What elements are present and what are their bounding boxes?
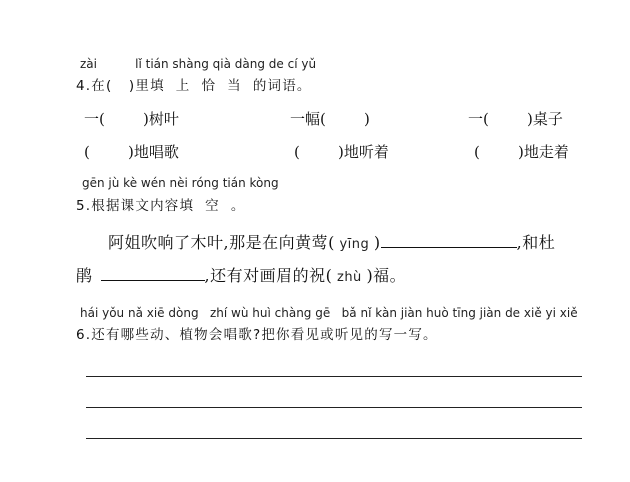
q5-pinyin-zhu: zhù bbox=[332, 270, 367, 285]
q5-pinyin: gēn jù kè wén nèi róng tián kòng bbox=[82, 176, 279, 190]
q4-item-5: ( )地听着 bbox=[294, 143, 389, 161]
answer-blank-1[interactable] bbox=[381, 233, 517, 248]
q5-line1-close: ) bbox=[373, 233, 381, 252]
q5-title: 5.根据课文内容填 空 。 bbox=[76, 198, 246, 214]
q5-line-1 bbox=[108, 230, 555, 253]
q4-pinyin: zài lǐ tián shàng qià dàng de cí yǔ bbox=[80, 57, 317, 71]
answer-line-3[interactable] bbox=[86, 438, 582, 439]
answer-line-1[interactable] bbox=[86, 376, 582, 377]
q5-pinyin-ying: yīng bbox=[334, 237, 374, 252]
q5-line1-end: ,和杜 bbox=[516, 233, 556, 252]
answer-line-2[interactable] bbox=[86, 407, 582, 408]
q6-title: 6.还有哪些动、植物会唱歌?把你看见或听见的写一写。 bbox=[76, 327, 438, 343]
q5-line2-start: 鹃 bbox=[76, 266, 93, 285]
q4-item-3: 一( )桌子 bbox=[468, 110, 563, 128]
answer-blank-2[interactable] bbox=[101, 266, 205, 281]
q5-line-2 bbox=[76, 263, 406, 286]
q5-line1-text: 阿姐吹响了木叶,那是在向黄莺( bbox=[108, 233, 335, 252]
q5-line2-text: ,还有对画眉的祝( bbox=[204, 266, 333, 285]
q4-item-4: ( )地唱歌 bbox=[84, 143, 179, 161]
q4-item-6: ( )地走着 bbox=[474, 143, 569, 161]
q5-line2-end: )福。 bbox=[366, 266, 407, 285]
q4-title: 4.在( )里填 上 恰 当 的词语。 bbox=[76, 78, 312, 94]
q4-item-2: 一幅( ) bbox=[290, 110, 370, 128]
q4-item-1: 一( )树叶 bbox=[84, 110, 179, 128]
q6-pinyin: hái yǒu nǎ xiē dòng zhí wù huì chàng gē bǎ nǐ kàn jiàn huò tīng jiàn de xiě yi xiě bbox=[80, 306, 578, 320]
